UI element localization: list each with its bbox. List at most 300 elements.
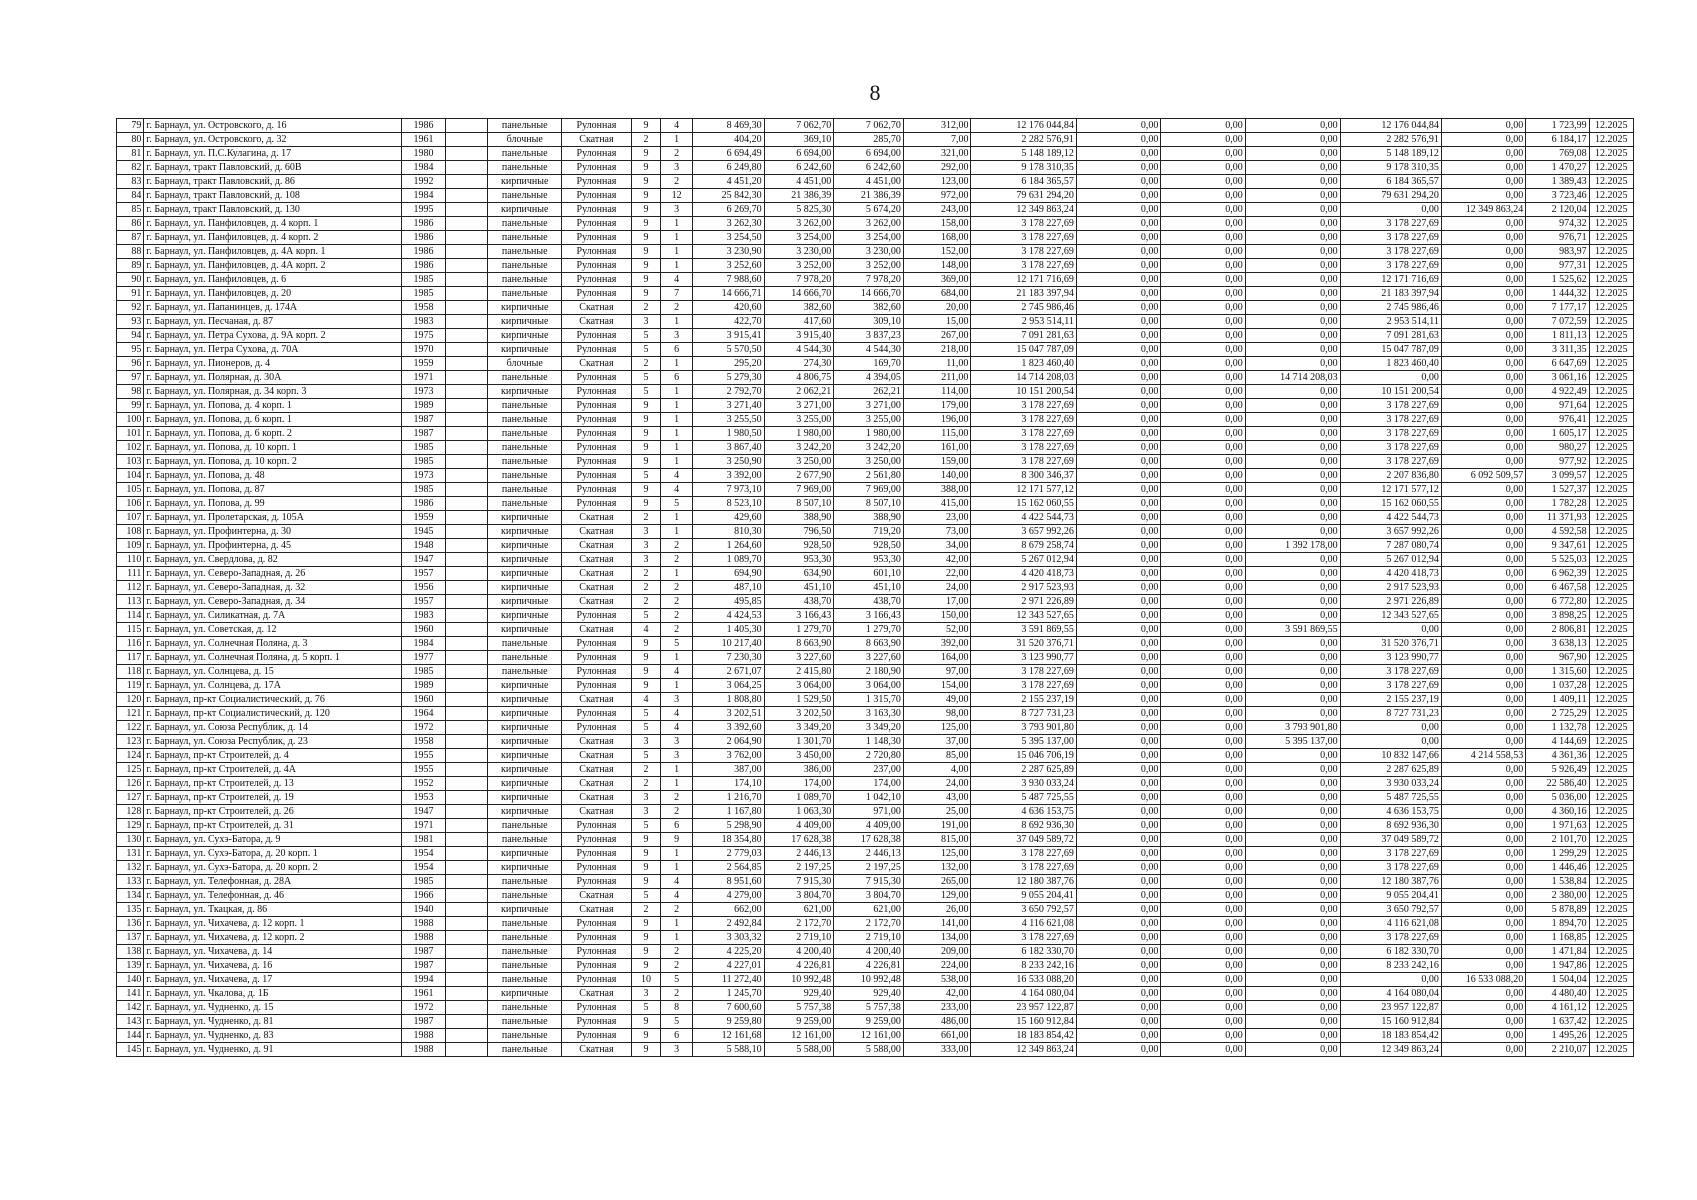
cell-address: г. Барнаул, пр-кт Социалистический, д. 120	[144, 707, 401, 721]
cell-build-year: 1966	[401, 889, 445, 903]
cell-build-year: 1984	[401, 161, 445, 175]
cell-unit-cost: 2 725,29	[1526, 707, 1589, 721]
cell-address: г. Барнаул, ул. Союза Республик, д. 14	[144, 721, 401, 735]
cell-total-area: 495,85	[692, 595, 764, 609]
cell-row-number: 85	[117, 203, 144, 217]
cell-cost-budget: 0,00	[1161, 245, 1245, 259]
cell-cost-owners: 3 178 227,69	[1340, 245, 1441, 259]
cell-roof-type: Рулонная	[562, 1015, 632, 1029]
cell-address: г. Барнаул, ул. Чихачева, д. 16	[144, 959, 401, 973]
cell-entrances: 3	[661, 203, 693, 217]
cell-residents: 123,00	[903, 175, 971, 189]
cell-blank-column	[446, 889, 488, 903]
table-row	[117, 511, 1634, 525]
cell-total-area: 8 951,60	[692, 875, 764, 889]
cell-premises-area: 382,60	[764, 301, 834, 315]
cell-deadline: 12.2025	[1589, 945, 1633, 959]
cell-residents: 26,00	[903, 903, 971, 917]
cell-cost-local: 0,00	[1245, 147, 1340, 161]
cell-residential-area: 3 254,00	[834, 231, 904, 245]
cell-cost-local: 0,00	[1245, 525, 1340, 539]
cell-address: г. Барнаул, ул. Панфиловцев, д. 4А корп. 2	[144, 259, 401, 273]
cell-roof-type: Рулонная	[562, 721, 632, 735]
cell-address: г. Барнаул, ул. Панфиловцев, д. 20	[144, 287, 401, 301]
cell-roof-type: Рулонная	[562, 273, 632, 287]
cell-floors: 2	[631, 357, 661, 371]
cell-floors: 5	[631, 371, 661, 385]
cell-cost-fund: 0,00	[1076, 203, 1160, 217]
cell-cost-budget: 0,00	[1161, 875, 1245, 889]
cell-cost-fund: 0,00	[1076, 833, 1160, 847]
cell-entrances: 1	[661, 931, 693, 945]
cell-residential-area: 2 561,80	[834, 469, 904, 483]
cell-cost-budget: 0,00	[1161, 763, 1245, 777]
cell-cost-budget: 0,00	[1161, 917, 1245, 931]
cell-deadline: 12.2025	[1589, 651, 1633, 665]
cell-unit-cost: 1 409,11	[1526, 693, 1589, 707]
cell-row-number: 129	[117, 819, 144, 833]
cell-residential-area: 2 446,13	[834, 847, 904, 861]
cell-total-cost: 3 793 901,80	[971, 721, 1076, 735]
cell-cost-other: 0,00	[1441, 903, 1525, 917]
cell-cost-local: 0,00	[1245, 469, 1340, 483]
cell-total-area: 4 279,00	[692, 889, 764, 903]
cell-cost-owners: 2 745 986,46	[1340, 301, 1441, 315]
cell-cost-other: 0,00	[1441, 553, 1525, 567]
table-row	[117, 273, 1634, 287]
cell-floors: 10	[631, 973, 661, 987]
cell-floors: 5	[631, 749, 661, 763]
cell-roof-type: Рулонная	[562, 497, 632, 511]
cell-floors: 9	[631, 833, 661, 847]
cell-cost-other: 0,00	[1441, 441, 1525, 455]
cell-blank-column	[446, 455, 488, 469]
cell-wall-material: кирпичные	[488, 315, 562, 329]
cell-wall-material: кирпичные	[488, 735, 562, 749]
cell-entrances: 3	[661, 693, 693, 707]
cell-cost-other: 12 349 863,24	[1441, 203, 1525, 217]
cell-cost-fund: 0,00	[1076, 707, 1160, 721]
cell-total-area: 7 988,60	[692, 273, 764, 287]
cell-deadline: 12.2025	[1589, 189, 1633, 203]
cell-address: г. Барнаул, ул. Панфиловцев, д. 4 корп. 2	[144, 231, 401, 245]
cell-build-year: 1992	[401, 175, 445, 189]
cell-entrances: 2	[661, 595, 693, 609]
cell-total-cost: 16 533 088,20	[971, 973, 1076, 987]
cell-roof-type: Рулонная	[562, 483, 632, 497]
cell-cost-owners: 31 520 376,71	[1340, 637, 1441, 651]
table-row	[117, 385, 1634, 399]
cell-entrances: 3	[661, 1043, 693, 1057]
cell-cost-budget: 0,00	[1161, 637, 1245, 651]
cell-cost-other: 0,00	[1441, 245, 1525, 259]
cell-roof-type: Рулонная	[562, 427, 632, 441]
cell-row-number: 111	[117, 567, 144, 581]
cell-build-year: 1973	[401, 385, 445, 399]
cell-blank-column	[446, 651, 488, 665]
cell-deadline: 12.2025	[1589, 133, 1633, 147]
cell-residents: 292,00	[903, 161, 971, 175]
cell-total-cost: 3 591 869,55	[971, 623, 1076, 637]
cell-wall-material: панельные	[488, 483, 562, 497]
cell-build-year: 1986	[401, 259, 445, 273]
cell-cost-budget: 0,00	[1161, 721, 1245, 735]
cell-cost-budget: 0,00	[1161, 469, 1245, 483]
cell-cost-owners: 8 233 242,16	[1340, 959, 1441, 973]
cell-premises-area: 21 386,39	[764, 189, 834, 203]
cell-unit-cost: 5 525,03	[1526, 553, 1589, 567]
cell-address: г. Барнаул, ул. Островского, д. 32	[144, 133, 401, 147]
cell-cost-budget: 0,00	[1161, 133, 1245, 147]
cell-cost-fund: 0,00	[1076, 413, 1160, 427]
cell-wall-material: панельные	[488, 189, 562, 203]
cell-cost-other: 0,00	[1441, 343, 1525, 357]
cell-cost-owners: 3 178 227,69	[1340, 931, 1441, 945]
cell-cost-other: 0,00	[1441, 609, 1525, 623]
cell-cost-local: 0,00	[1245, 189, 1340, 203]
cell-wall-material: панельные	[488, 665, 562, 679]
cell-residential-area: 1 042,10	[834, 791, 904, 805]
cell-entrances: 1	[661, 777, 693, 791]
cell-roof-type: Рулонная	[562, 875, 632, 889]
cell-deadline: 12.2025	[1589, 539, 1633, 553]
cell-cost-fund: 0,00	[1076, 903, 1160, 917]
cell-blank-column	[446, 469, 488, 483]
cell-roof-type: Рулонная	[562, 119, 632, 133]
cell-row-number: 133	[117, 875, 144, 889]
cell-cost-owners: 12 171 577,12	[1340, 483, 1441, 497]
cell-premises-area: 3 252,00	[764, 259, 834, 273]
cell-total-area: 18 354,80	[692, 833, 764, 847]
cell-deadline: 12.2025	[1589, 413, 1633, 427]
cell-row-number: 107	[117, 511, 144, 525]
cell-build-year: 1955	[401, 763, 445, 777]
cell-wall-material: панельные	[488, 161, 562, 175]
cell-blank-column	[446, 1015, 488, 1029]
cell-premises-area: 3 166,43	[764, 609, 834, 623]
cell-total-cost: 7 091 281,63	[971, 329, 1076, 343]
cell-residents: 321,00	[903, 147, 971, 161]
cell-premises-area: 12 161,00	[764, 1029, 834, 1043]
cell-deadline: 12.2025	[1589, 917, 1633, 931]
cell-residents: 11,00	[903, 357, 971, 371]
cell-cost-local: 0,00	[1245, 707, 1340, 721]
cell-blank-column	[446, 987, 488, 1001]
cell-wall-material: кирпичные	[488, 553, 562, 567]
cell-build-year: 1983	[401, 609, 445, 623]
cell-total-area: 2 671,07	[692, 665, 764, 679]
cell-premises-area: 3 064,00	[764, 679, 834, 693]
cell-cost-local: 0,00	[1245, 231, 1340, 245]
cell-unit-cost: 1 525,62	[1526, 273, 1589, 287]
cell-row-number: 88	[117, 245, 144, 259]
cell-floors: 2	[631, 763, 661, 777]
cell-blank-column	[446, 763, 488, 777]
cell-total-cost: 3 178 227,69	[971, 847, 1076, 861]
cell-deadline: 12.2025	[1589, 315, 1633, 329]
cell-total-cost: 3 178 227,69	[971, 245, 1076, 259]
cell-cost-fund: 0,00	[1076, 497, 1160, 511]
cell-residential-area: 3 262,00	[834, 217, 904, 231]
cell-residential-area: 2 180,90	[834, 665, 904, 679]
cell-total-cost: 8 727 731,23	[971, 707, 1076, 721]
cell-cost-local: 0,00	[1245, 847, 1340, 861]
cell-total-cost: 8 692 936,30	[971, 819, 1076, 833]
cell-row-number: 89	[117, 259, 144, 273]
cell-residential-area: 3 250,00	[834, 455, 904, 469]
cell-build-year: 1958	[401, 735, 445, 749]
cell-total-area: 6 269,70	[692, 203, 764, 217]
cell-cost-local: 0,00	[1245, 567, 1340, 581]
cell-blank-column	[446, 413, 488, 427]
cell-roof-type: Скатная	[562, 511, 632, 525]
cell-unit-cost: 976,41	[1526, 413, 1589, 427]
cell-cost-owners: 7 287 080,74	[1340, 539, 1441, 553]
cell-deadline: 12.2025	[1589, 861, 1633, 875]
cell-premises-area: 929,40	[764, 987, 834, 1001]
cell-row-number: 118	[117, 665, 144, 679]
cell-residents: 115,00	[903, 427, 971, 441]
cell-entrances: 9	[661, 833, 693, 847]
cell-residential-area: 3 837,23	[834, 329, 904, 343]
cell-deadline: 12.2025	[1589, 175, 1633, 189]
cell-residents: 134,00	[903, 931, 971, 945]
table-row	[117, 1015, 1634, 1029]
cell-unit-cost: 1 637,42	[1526, 1015, 1589, 1029]
cell-blank-column	[446, 343, 488, 357]
cell-wall-material: панельные	[488, 441, 562, 455]
cell-unit-cost: 1 389,43	[1526, 175, 1589, 189]
cell-total-cost: 12 171 577,12	[971, 483, 1076, 497]
cell-cost-owners: 12 343 527,65	[1340, 609, 1441, 623]
cell-cost-owners: 0,00	[1340, 735, 1441, 749]
cell-blank-column	[446, 707, 488, 721]
cell-residential-area: 6 694,00	[834, 147, 904, 161]
cell-total-area: 4 451,20	[692, 175, 764, 189]
cell-cost-budget: 0,00	[1161, 441, 1245, 455]
cell-cost-local: 0,00	[1245, 987, 1340, 1001]
cell-total-area: 3 254,50	[692, 231, 764, 245]
cell-residential-area: 3 064,00	[834, 679, 904, 693]
cell-premises-area: 386,00	[764, 763, 834, 777]
cell-entrances: 1	[661, 399, 693, 413]
cell-cost-owners: 79 631 294,20	[1340, 189, 1441, 203]
cell-cost-owners: 10 151 200,54	[1340, 385, 1441, 399]
cell-unit-cost: 6 184,17	[1526, 133, 1589, 147]
cell-total-area: 11 272,40	[692, 973, 764, 987]
cell-wall-material: кирпичные	[488, 987, 562, 1001]
cell-wall-material: панельные	[488, 259, 562, 273]
cell-blank-column	[446, 903, 488, 917]
cell-cost-budget: 0,00	[1161, 833, 1245, 847]
cell-total-area: 3 392,00	[692, 469, 764, 483]
cell-floors: 9	[631, 119, 661, 133]
cell-cost-fund: 0,00	[1076, 553, 1160, 567]
cell-floors: 9	[631, 441, 661, 455]
cell-blank-column	[446, 329, 488, 343]
cell-roof-type: Рулонная	[562, 147, 632, 161]
cell-premises-area: 3 227,60	[764, 651, 834, 665]
cell-wall-material: панельные	[488, 455, 562, 469]
cell-row-number: 122	[117, 721, 144, 735]
cell-cost-local: 0,00	[1245, 273, 1340, 287]
cell-row-number: 104	[117, 469, 144, 483]
cell-cost-fund: 0,00	[1076, 539, 1160, 553]
cell-cost-owners: 3 178 227,69	[1340, 399, 1441, 413]
cell-cost-other: 0,00	[1441, 1029, 1525, 1043]
cell-total-area: 3 303,32	[692, 931, 764, 945]
cell-blank-column	[446, 735, 488, 749]
cell-cost-local: 0,00	[1245, 217, 1340, 231]
cell-wall-material: панельные	[488, 217, 562, 231]
cell-row-number: 109	[117, 539, 144, 553]
cell-build-year: 1987	[401, 427, 445, 441]
cell-unit-cost: 1 444,32	[1526, 287, 1589, 301]
cell-cost-local: 0,00	[1245, 385, 1340, 399]
cell-roof-type: Скатная	[562, 693, 632, 707]
cell-row-number: 125	[117, 763, 144, 777]
cell-residential-area: 3 349,20	[834, 721, 904, 735]
cell-premises-area: 4 200,40	[764, 945, 834, 959]
cell-cost-other: 0,00	[1441, 987, 1525, 1001]
cell-unit-cost: 5 036,00	[1526, 791, 1589, 805]
cell-floors: 9	[631, 679, 661, 693]
cell-residents: 815,00	[903, 833, 971, 847]
table-row	[117, 469, 1634, 483]
cell-cost-owners: 3 178 227,69	[1340, 231, 1441, 245]
cell-total-cost: 8 233 242,16	[971, 959, 1076, 973]
cell-wall-material: кирпичные	[488, 679, 562, 693]
cell-wall-material: панельные	[488, 497, 562, 511]
cell-build-year: 1975	[401, 329, 445, 343]
cell-premises-area: 3 230,00	[764, 245, 834, 259]
cell-residential-area: 929,40	[834, 987, 904, 1001]
cell-cost-other: 0,00	[1441, 763, 1525, 777]
cell-build-year: 1971	[401, 819, 445, 833]
cell-roof-type: Скатная	[562, 581, 632, 595]
cell-blank-column	[446, 553, 488, 567]
cell-entrances: 4	[661, 889, 693, 903]
cell-cost-budget: 0,00	[1161, 357, 1245, 371]
cell-address: г. Барнаул, ул. Союза Республик, д. 23	[144, 735, 401, 749]
cell-entrances: 6	[661, 343, 693, 357]
cell-cost-fund: 0,00	[1076, 637, 1160, 651]
cell-cost-local: 1 392 178,00	[1245, 539, 1340, 553]
cell-cost-owners: 3 657 992,26	[1340, 525, 1441, 539]
cell-wall-material: кирпичные	[488, 791, 562, 805]
cell-residents: 141,00	[903, 917, 971, 931]
cell-build-year: 1989	[401, 399, 445, 413]
cell-residents: 34,00	[903, 539, 971, 553]
cell-cost-budget: 0,00	[1161, 623, 1245, 637]
cell-residents: 17,00	[903, 595, 971, 609]
cell-row-number: 123	[117, 735, 144, 749]
cell-build-year: 1985	[401, 455, 445, 469]
cell-cost-budget: 0,00	[1161, 273, 1245, 287]
cell-roof-type: Скатная	[562, 357, 632, 371]
cell-address: г. Барнаул, ул. Чихачева, д. 17	[144, 973, 401, 987]
cell-cost-fund: 0,00	[1076, 959, 1160, 973]
cell-wall-material: кирпичные	[488, 581, 562, 595]
cell-build-year: 1984	[401, 189, 445, 203]
table-row	[117, 609, 1634, 623]
cell-residents: 486,00	[903, 1015, 971, 1029]
cell-entrances: 1	[661, 427, 693, 441]
cell-residential-area: 621,00	[834, 903, 904, 917]
cell-roof-type: Рулонная	[562, 609, 632, 623]
cell-row-number: 105	[117, 483, 144, 497]
cell-total-cost: 3 178 227,69	[971, 399, 1076, 413]
cell-build-year: 1945	[401, 525, 445, 539]
cell-cost-budget: 0,00	[1161, 497, 1245, 511]
cell-cost-other: 0,00	[1441, 721, 1525, 735]
cell-row-number: 145	[117, 1043, 144, 1057]
cell-unit-cost: 976,71	[1526, 231, 1589, 245]
cell-row-number: 86	[117, 217, 144, 231]
cell-blank-column	[446, 1001, 488, 1015]
cell-cost-other: 0,00	[1441, 623, 1525, 637]
cell-total-cost: 2 971 226,89	[971, 595, 1076, 609]
cell-total-cost: 3 657 992,26	[971, 525, 1076, 539]
cell-residents: 52,00	[903, 623, 971, 637]
table-row	[117, 567, 1634, 581]
cell-cost-other: 0,00	[1441, 119, 1525, 133]
cell-cost-budget: 0,00	[1161, 329, 1245, 343]
cell-floors: 5	[631, 343, 661, 357]
cell-build-year: 1960	[401, 623, 445, 637]
cell-build-year: 1972	[401, 1001, 445, 1015]
cell-wall-material: кирпичные	[488, 623, 562, 637]
cell-deadline: 12.2025	[1589, 707, 1633, 721]
cell-premises-area: 451,10	[764, 581, 834, 595]
cell-entrances: 5	[661, 1015, 693, 1029]
cell-cost-local: 0,00	[1245, 805, 1340, 819]
cell-deadline: 12.2025	[1589, 763, 1633, 777]
cell-residents: 211,00	[903, 371, 971, 385]
cell-cost-budget: 0,00	[1161, 805, 1245, 819]
cell-premises-area: 2 719,10	[764, 931, 834, 945]
cell-wall-material: кирпичные	[488, 385, 562, 399]
cell-cost-fund: 0,00	[1076, 791, 1160, 805]
cell-roof-type: Рулонная	[562, 819, 632, 833]
cell-roof-type: Рулонная	[562, 665, 632, 679]
cell-roof-type: Скатная	[562, 735, 632, 749]
cell-cost-fund: 0,00	[1076, 847, 1160, 861]
cell-cost-budget: 0,00	[1161, 539, 1245, 553]
cell-entrances: 4	[661, 665, 693, 679]
cell-cost-owners: 4 636 153,75	[1340, 805, 1441, 819]
cell-residents: 22,00	[903, 567, 971, 581]
cell-row-number: 83	[117, 175, 144, 189]
cell-deadline: 12.2025	[1589, 371, 1633, 385]
cell-entrances: 5	[661, 637, 693, 651]
table-row	[117, 119, 1634, 133]
cell-total-area: 429,60	[692, 511, 764, 525]
cell-total-cost: 1 823 460,40	[971, 357, 1076, 371]
cell-deadline: 12.2025	[1589, 959, 1633, 973]
cell-roof-type: Рулонная	[562, 245, 632, 259]
cell-total-cost: 12 171 716,69	[971, 273, 1076, 287]
cell-deadline: 12.2025	[1589, 693, 1633, 707]
cell-address: г. Барнаул, ул. Панфиловцев, д. 6	[144, 273, 401, 287]
cell-total-cost: 15 160 912,84	[971, 1015, 1076, 1029]
cell-floors: 5	[631, 889, 661, 903]
cell-deadline: 12.2025	[1589, 259, 1633, 273]
cell-cost-budget: 0,00	[1161, 889, 1245, 903]
cell-total-cost: 31 520 376,71	[971, 637, 1076, 651]
cell-cost-local: 0,00	[1245, 665, 1340, 679]
cell-deadline: 12.2025	[1589, 357, 1633, 371]
